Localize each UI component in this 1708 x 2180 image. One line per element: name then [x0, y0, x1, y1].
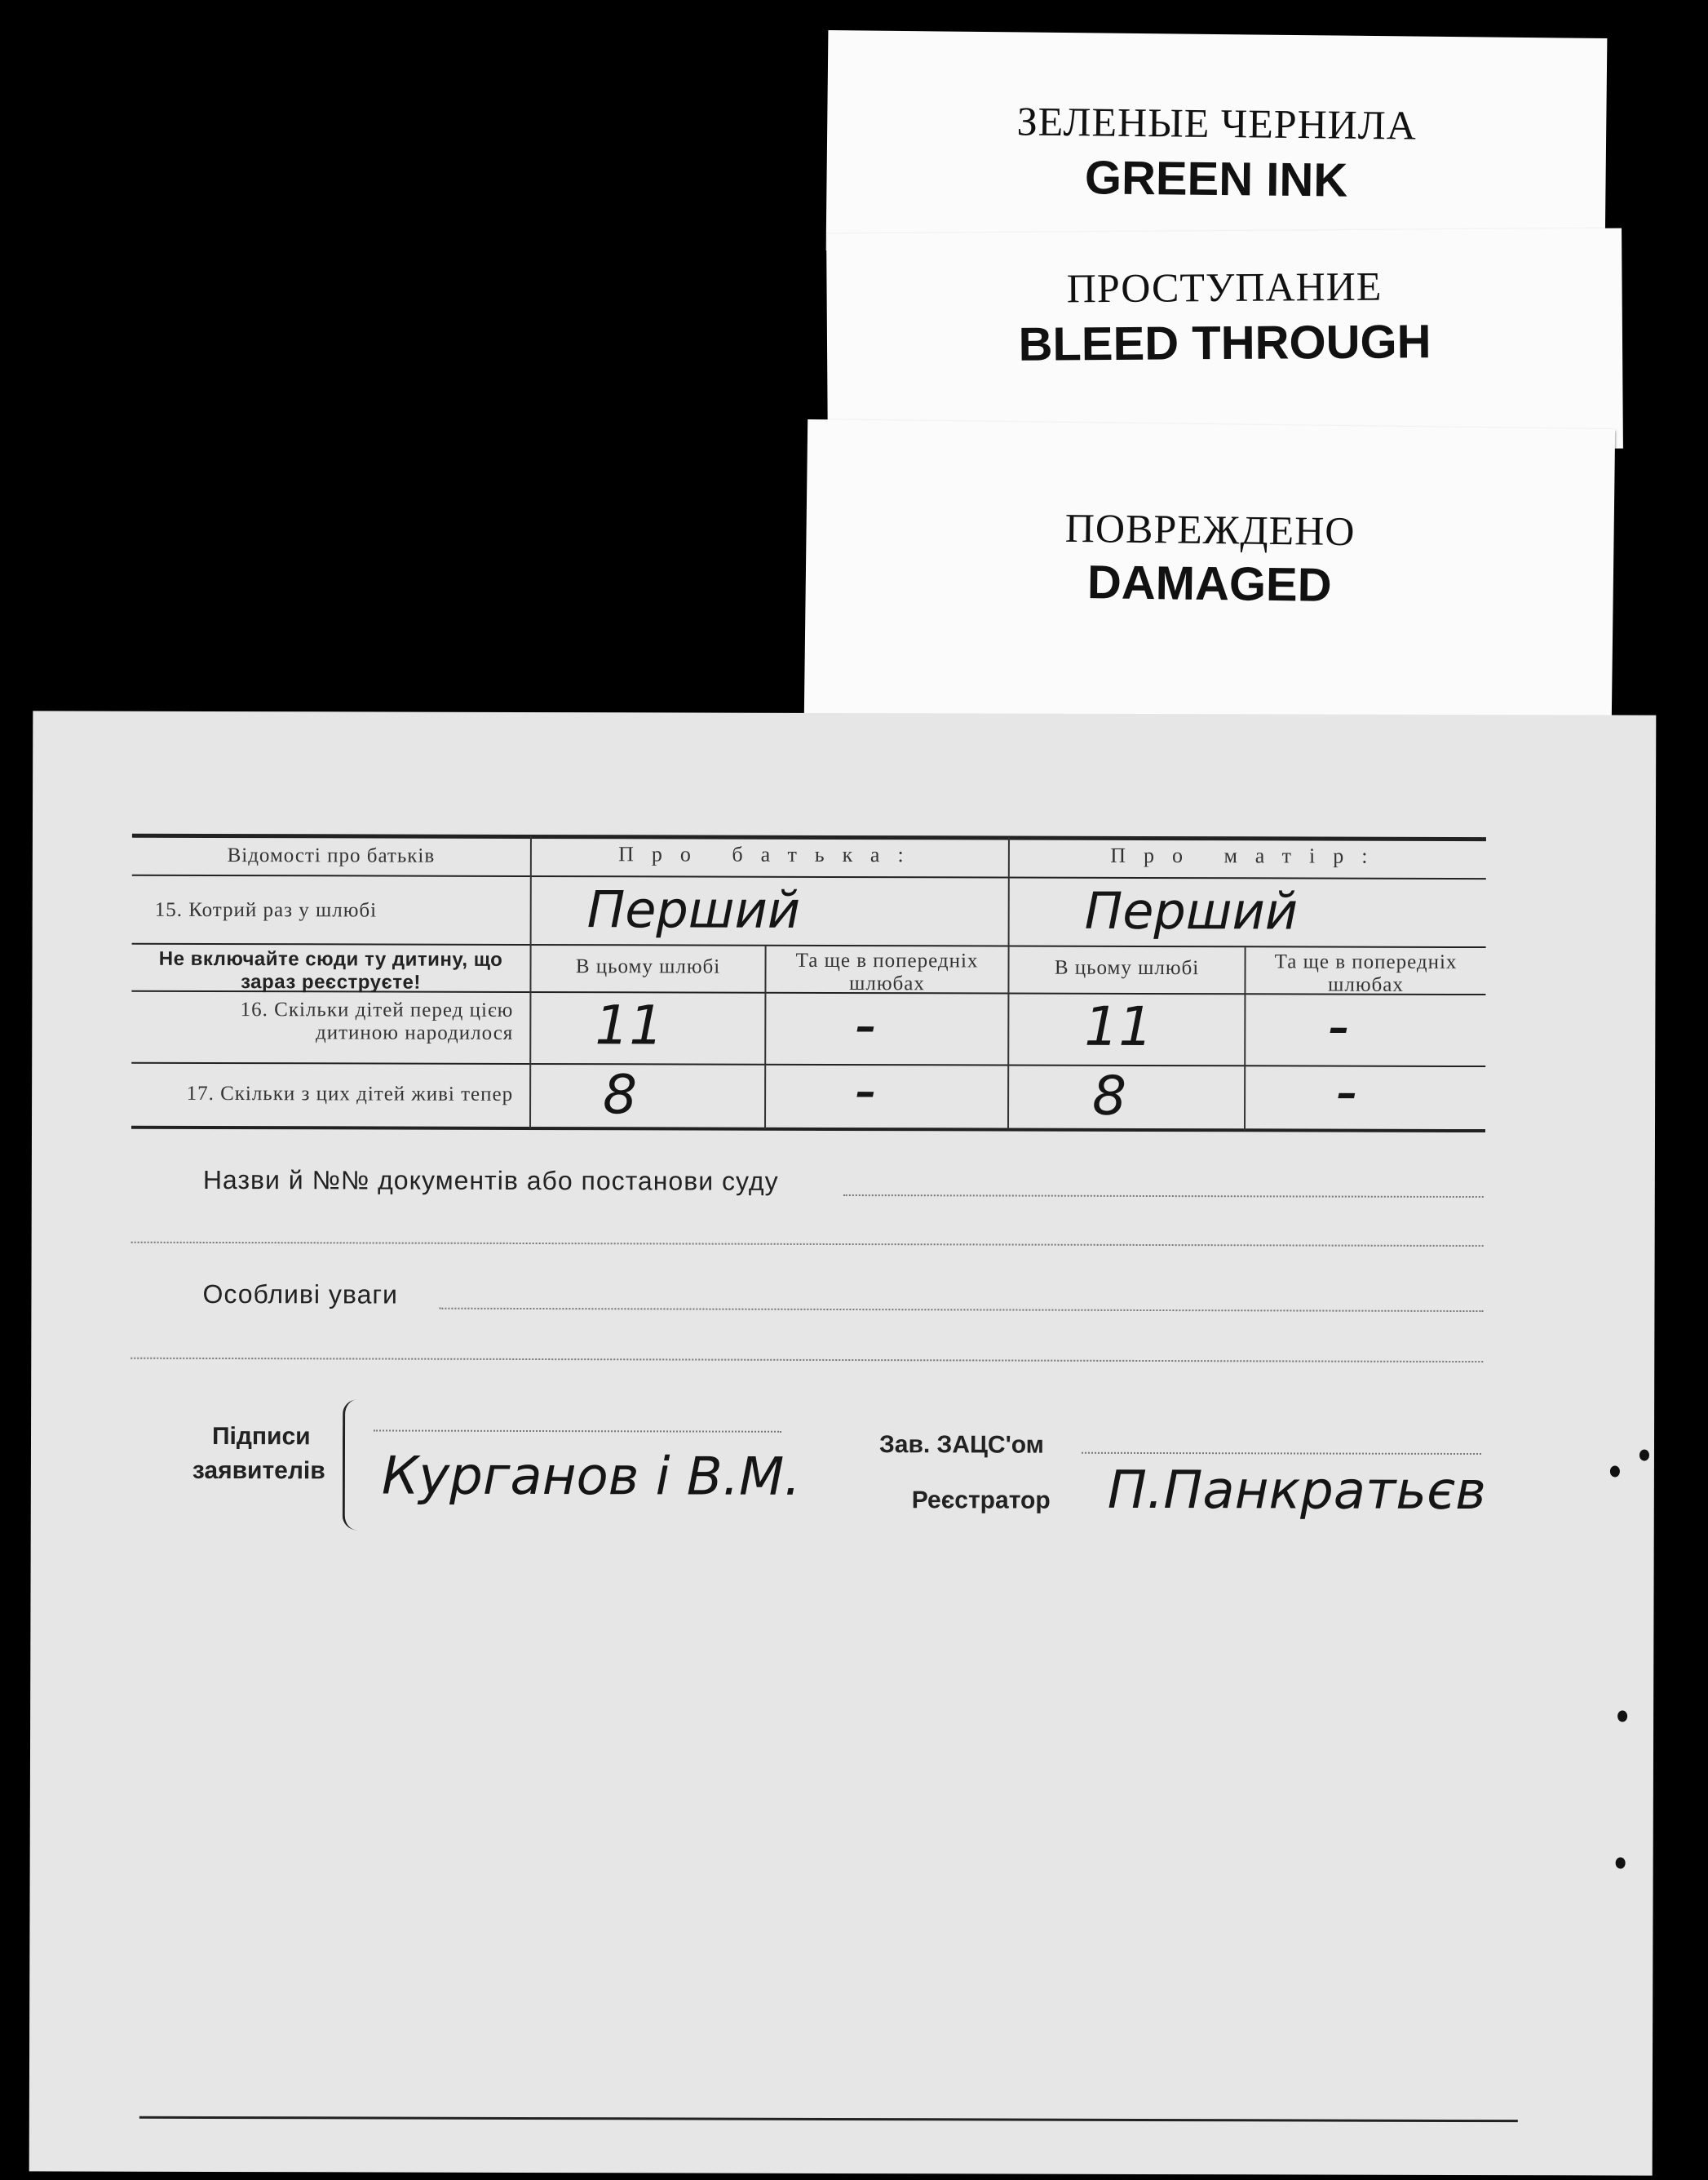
damaged-flag-english: DAMAGED — [1086, 556, 1333, 612]
documents-dotted-line — [843, 1194, 1484, 1198]
head-of-registry-label: Зав. ЗАЦС'ом — [878, 1431, 1044, 1459]
binding-hole — [1616, 1857, 1626, 1868]
signatures-label-line-1: Підписи — [211, 1422, 311, 1451]
binding-hole — [1610, 1465, 1620, 1477]
row-17-father-previous: – — [856, 1068, 877, 1116]
signatures-label-line-2: заявителів — [192, 1456, 325, 1485]
parents-info-header: Відомості про батьків — [227, 844, 436, 867]
green-ink-flag-english: GREEN INK — [1084, 151, 1348, 207]
row-15-label: 15. Котрий раз у шлюбі — [154, 898, 378, 922]
binding-hole — [1617, 1710, 1627, 1721]
row-17-label: 17. Скільки з цих дітей живі тепер — [186, 1082, 514, 1106]
mother-this-marriage-header: В цьому шлюбі — [1054, 956, 1200, 980]
bleed-through-flag-english: BLEED THROUGH — [1018, 315, 1431, 371]
table-rule — [131, 1062, 1485, 1067]
signatures-brace — [343, 1399, 363, 1530]
row-16-label: 16. Скільки дітей перед цією дитиною народилося — [240, 999, 514, 1044]
mother-column-header: Про матір: — [1110, 843, 1386, 868]
row-17-mother-previous: – — [1337, 1069, 1358, 1117]
father-previous-marriages-header: Та ще в попередніх шлюбах — [795, 949, 979, 995]
bleed-through-flag-russian: ПРОСТУПАНИЕ — [1066, 263, 1383, 312]
bleed-through-flag — [826, 228, 1623, 454]
father-column-header: Про батька: — [618, 842, 922, 867]
exclude-child-note: Не включайте сюди ту дитину, що зараз реєструєте! — [158, 947, 503, 994]
row-15-mother-value: Перший — [1084, 880, 1299, 942]
head-dotted-line — [1082, 1452, 1481, 1455]
table-top-rule — [132, 834, 1486, 841]
row-16-mother-this-marriage: 11 — [1084, 995, 1153, 1058]
row-17-mother-this-marriage: 8 — [1092, 1064, 1127, 1128]
damaged-flag — [804, 419, 1615, 723]
remarks-label: Особливі уваги — [202, 1278, 398, 1309]
registrar-signature: П.Панкратьєв — [1107, 1460, 1486, 1522]
row-15-father-value: Перший — [586, 880, 801, 940]
row-16-mother-previous: – — [1329, 1004, 1350, 1052]
row-16-father-previous: – — [856, 1003, 877, 1051]
green-ink-flag — [826, 30, 1608, 259]
documents-dotted-line-2 — [131, 1242, 1484, 1247]
binding-hole — [1639, 1450, 1649, 1461]
registration-form-sheet — [29, 711, 1657, 2175]
registrar-label: Реєстратор — [911, 1487, 1051, 1514]
remarks-dotted-line-2 — [131, 1358, 1483, 1362]
documents-label: Назви й №№ документів або постанови суду — [202, 1164, 779, 1196]
table-rule — [132, 943, 1486, 948]
father-this-marriage-header: В цьому шлюбі — [575, 955, 721, 978]
applicant-signature: Курганов і В.М. — [381, 1446, 801, 1508]
bottom-rule — [139, 2116, 1518, 2122]
remarks-dotted-line — [439, 1308, 1483, 1312]
row-17-father-this-marriage: 8 — [603, 1063, 638, 1127]
green-ink-flag-russian: ЗЕЛЕНЫЕ ЧЕРНИЛА — [1016, 98, 1418, 148]
table-bottom-rule — [131, 1126, 1485, 1132]
applicant-dotted-line — [374, 1429, 781, 1432]
row-16-father-this-marriage: 11 — [595, 994, 664, 1057]
table-rule — [132, 875, 1486, 880]
damaged-flag-russian: ПОВРЕЖДЕНО — [1064, 504, 1356, 555]
mother-previous-marriages-header: Та ще в попередніх шлюбах — [1274, 950, 1458, 996]
